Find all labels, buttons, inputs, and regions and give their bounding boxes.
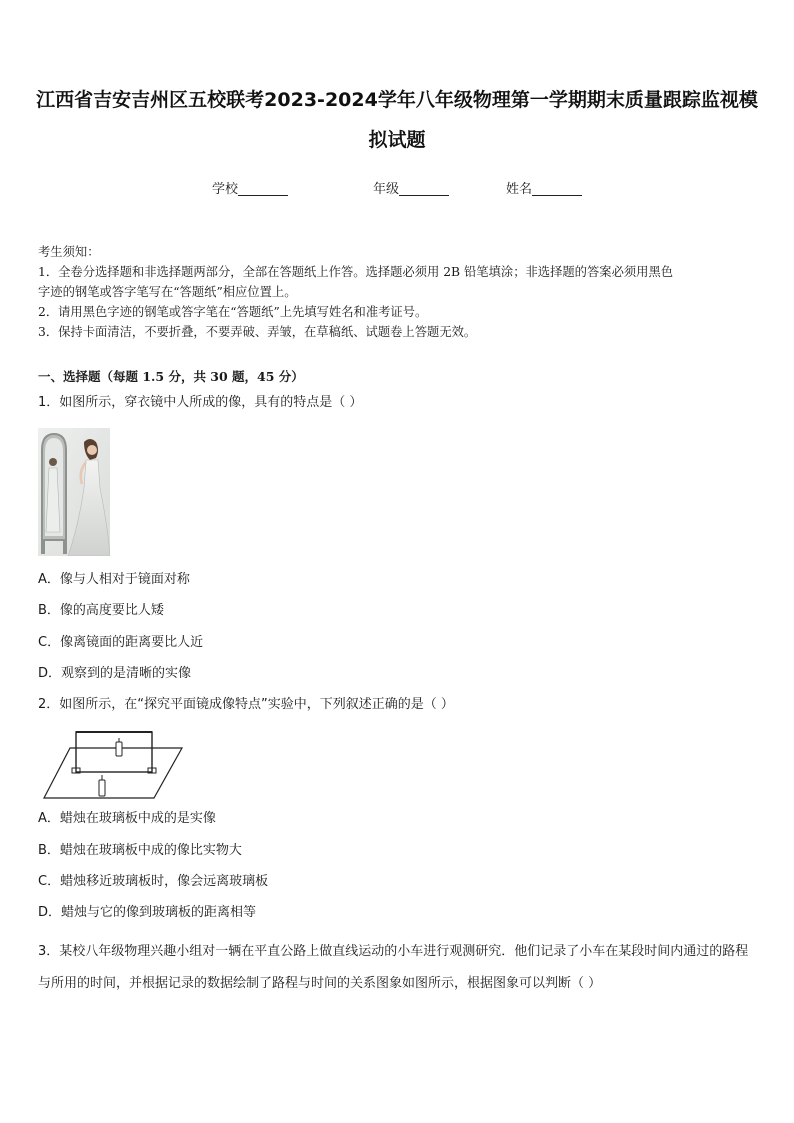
- question-3-stem: 3．某校八年级物理兴趣小组对一辆在平直公路上做直线运动的小车进行观测研究．他们记录了小车在某段时间内通过的路程与所用的时间，并根据记录的数据绘制了路程与时间的关系图象如图所示，根据图象可以判断（ ）: [38, 944, 749, 991]
- grade-blank: [399, 181, 449, 196]
- school-label: 学校: [212, 182, 239, 197]
- notice-item-3: 3．保持卡面清洁，不要折叠，不要弄破、弄皱，在草稿纸、试题卷上答题无效。: [38, 325, 477, 339]
- school-field: [212, 180, 288, 200]
- grade-field: [373, 180, 449, 200]
- notice-item-1a: 1．全卷分选择题和非选择题两部分，全部在答题纸上作答。选择题必须用 2B 铅笔填涂；非选择题的答案必须用黑色: [38, 265, 674, 279]
- exam-title-line1: 江西省吉安吉州区五校联考2023-2024学年八年级物理第一学期期末质量跟踪监视模: [36, 89, 758, 111]
- question-2-option-a: A．蜡烛在玻璃板中成的是实像: [38, 811, 216, 826]
- notice-item-2: 2．请用黑色字迹的钢笔或答字笔在“答题纸”上先填写姓名和准考证号。: [38, 305, 428, 319]
- question-1-option-d: D．观察到的是清晰的实像: [38, 666, 192, 681]
- name-label: 姓名: [506, 182, 533, 197]
- question-1-option-b: B．像的高度要比人矮: [38, 603, 164, 618]
- question-2-option-c: C．蜡烛移近玻璃板时，像会远离玻璃板: [38, 874, 269, 889]
- name-field: [506, 180, 582, 200]
- grade-label: 年级: [373, 182, 400, 197]
- question-1-option-c: C．像离镜面的距离要比人近: [38, 635, 204, 650]
- question-2-option-d: D．蜡烛与它的像到玻璃板的距离相等: [38, 905, 257, 920]
- student-info-row: [0, 180, 794, 200]
- question-2-stem: 2．如图所示，在“探究平面镜成像特点”实验中，下列叙述正确的是（ ）: [38, 697, 454, 712]
- question-1-stem: 1．如图所示，穿衣镜中人所成的像，具有的特点是（ ）: [38, 395, 363, 410]
- school-blank: [238, 181, 288, 196]
- exam-notice: [38, 242, 758, 342]
- mirror-photo-figure: [38, 428, 110, 556]
- question-1-option-a: A．像与人相对于镜面对称: [38, 572, 190, 587]
- name-blank: [532, 181, 582, 196]
- notice-heading: 考生须知：: [38, 245, 100, 259]
- exam-title-line2: 拟试题: [368, 129, 426, 151]
- plane-mirror-experiment-figure: [42, 728, 184, 800]
- question-2-option-b: B．蜡烛在玻璃板中成的像比实物大: [38, 843, 242, 858]
- notice-item-1b: 字迹的钢笔或答字笔写在“答题纸”相应位置上。: [38, 285, 297, 299]
- section-heading-choice: 一、选择题（每题 1.5 分，共 30 题，45 分）: [38, 369, 304, 384]
